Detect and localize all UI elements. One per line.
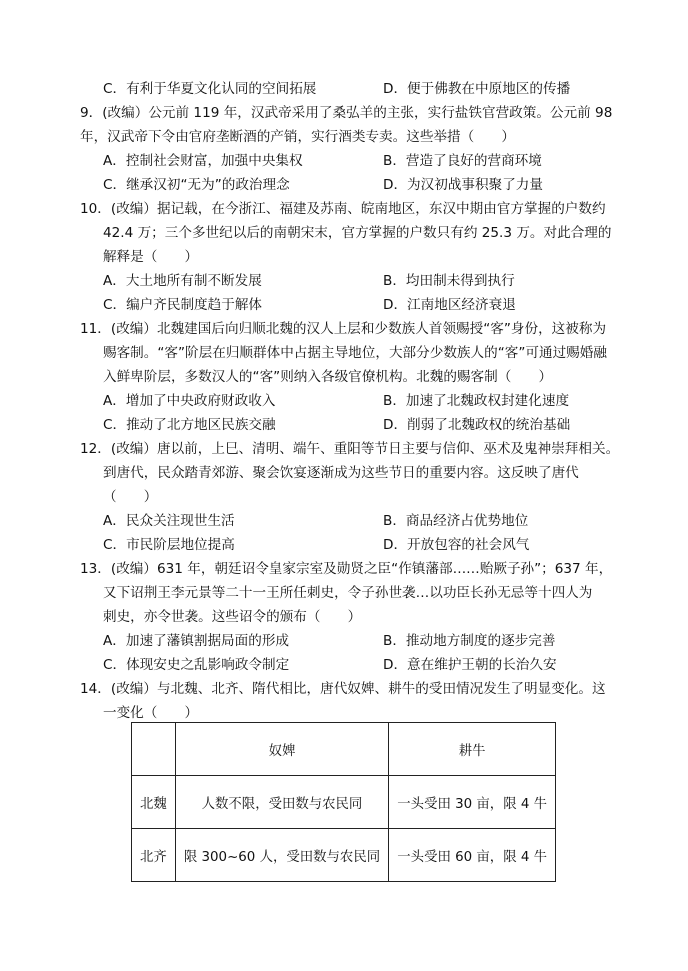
q13-stem-line-3: 刺史，亦令世袭。这些诏令的颁布（ ） xyxy=(103,609,362,625)
q9-option-c: C．继承汉初“无为”的政治理念 xyxy=(103,177,290,193)
q10-stem-line-3: 解释是（ ） xyxy=(103,249,199,265)
q14-table-cell: 一头受田 60 亩，限 4 牛 xyxy=(389,829,556,882)
q14-table-row xyxy=(132,829,556,882)
q8-option-c: C．有利于华夏文化认同的空间拓展 xyxy=(103,81,317,97)
q13-option-a: A．加速了藩镇割据局面的形成 xyxy=(103,633,290,649)
q14-table xyxy=(131,722,556,882)
q11-option-a: A．增加了中央政府财政收入 xyxy=(103,393,276,409)
q11-option-d: D．削弱了北魏政权的统治基础 xyxy=(383,417,571,433)
q10-option-c: C．编户齐民制度趋于解体 xyxy=(103,297,263,313)
q14-stem-line-1: 14．(改编）与北魏、北齐、隋代相比，唐代奴婢、耕牛的受田情况发生了明显变化。这 xyxy=(80,681,606,697)
q9-stem-line-2: 年，汉武帝下令由官府垄断酒的产销，实行酒类专卖。这些举措（ ） xyxy=(80,129,515,145)
q12-option-d: D．开放包容的社会风气 xyxy=(383,537,530,553)
q12-option-a: A．民众关注现世生活 xyxy=(103,513,235,529)
q14-table-row xyxy=(132,776,556,829)
q14-table-cell: 一头受田 30 亩，限 4 牛 xyxy=(389,776,556,829)
q10-stem-line-2: 42.4 万；三个多世纪以后的南朝宋末，官方掌握的户数只有约 25.3 万。对此合理的 xyxy=(103,225,612,241)
q11-stem-line-1: 11．(改编）北魏建国后向归顺北魏的汉人上层和少数族人首领赐授“客”身份，这被称为 xyxy=(80,321,607,337)
q12-stem-line-2: 到唐代，民众踏青郊游、聚会饮宴逐渐成为这些节日的重要内容。这反映了唐代 xyxy=(103,465,579,481)
q13-option-d: D．意在维护王朝的长治久安 xyxy=(383,657,557,673)
q11-option-b: B．加速了北魏政权封建化速度 xyxy=(383,393,570,409)
q9-option-b: B．营造了良好的营商环境 xyxy=(383,153,542,169)
q9-option-d: D．为汉初战事积聚了力量 xyxy=(383,177,543,193)
q14-table-header-cell xyxy=(132,723,176,776)
q12-option-c: C．市民阶层地位提高 xyxy=(103,537,235,553)
q12-option-b: B．商品经济占优势地位 xyxy=(383,513,529,529)
q10-option-a: A．大土地所有制不断发展 xyxy=(103,273,262,289)
q10-option-b: B．均田制未得到执行 xyxy=(383,273,515,289)
q12-stem-line-3: （ ） xyxy=(103,489,158,505)
q13-option-b: B．推动地方制度的逐步完善 xyxy=(383,633,556,649)
q9-option-a: A．控制社会财富，加强中央集权 xyxy=(103,153,303,169)
q14-table-header-row xyxy=(132,723,556,776)
q13-option-c: C．体现安史之乱影响政令制定 xyxy=(103,657,290,673)
q13-stem-line-1: 13．(改编）631 年，朝廷诏令皇家宗室及勋贤之臣“作镇藩部……贻厥子孙”；637 年， xyxy=(80,561,613,577)
q11-option-c: C．推动了北方地区民族交融 xyxy=(103,417,276,433)
q11-stem-line-2: 赐客制。“客”阶层在归顺群体中占据主导地位，大部分少数族人的“客”可通过赐婚融 xyxy=(103,345,607,361)
q14-table-cell: 北齐 xyxy=(132,829,176,882)
q10-stem-line-1: 10．(改编）据记载，在今浙江、福建及苏南、皖南地区，东汉中期由官方掌握的户数约 xyxy=(80,201,606,217)
q14-table-cell: 限 300~60 人，受田数与农民同 xyxy=(175,829,389,882)
q10-option-d: D．江南地区经济衰退 xyxy=(383,297,516,313)
q14-stem-line-2: 一变化（ ） xyxy=(103,705,199,721)
q9-stem-line-1: 9．(改编）公元前 119 年，汉武帝采用了桑弘羊的主张，实行盐铁官营政策。公元前 98 xyxy=(80,105,613,121)
q14-table-header-cell: 奴婢 xyxy=(175,723,389,776)
q14-table-cell: 北魏 xyxy=(132,776,176,829)
q12-stem-line-1: 12．(改编）唐以前，上巳、清明、端午、重阳等节日主要与信仰、巫术及鬼神崇拜相关。 xyxy=(80,441,620,457)
q14-table-header-cell: 耕牛 xyxy=(389,723,556,776)
q14-table-cell: 人数不限，受田数与农民同 xyxy=(175,776,389,829)
q8-option-d: D．便于佛教在中原地区的传播 xyxy=(383,81,571,97)
q11-stem-line-3: 入鲜卑阶层，多数汉人的“客”则纳入各级官僚机构。北魏的赐客制（ ） xyxy=(103,369,553,385)
q13-stem-line-2: 又下诏荆王李元景等二十一王所任刺史，令子孙世袭…以功臣长孙无忌等十四人为 xyxy=(103,585,593,601)
